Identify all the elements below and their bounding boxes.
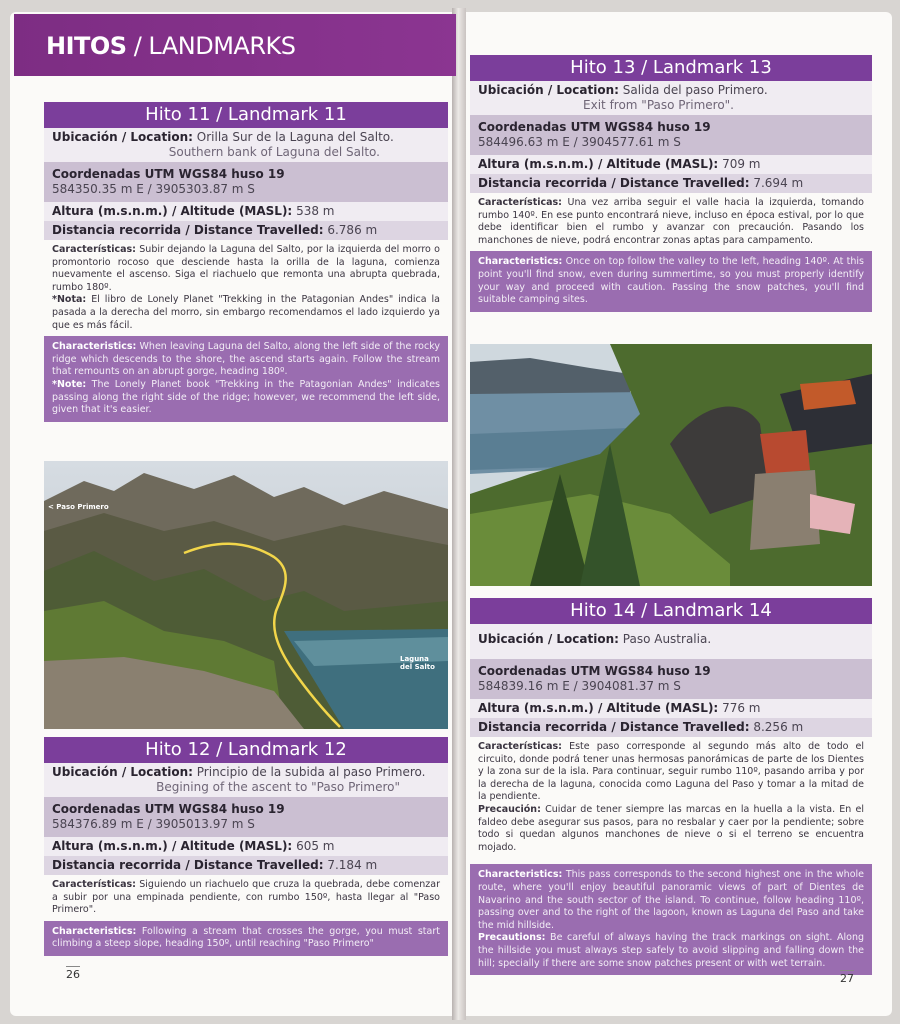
landmark-12-distance: Distancia recorrida / Distance Travelled: 7.184 m — [44, 856, 448, 875]
landmark-14-title: Hito 14 / Landmark 14 — [470, 598, 872, 624]
page-number-right: 27 — [840, 972, 854, 985]
header-bold: HITOS — [46, 32, 127, 60]
landmark-13-characteristics-es: Características: Una vez arriba seguir el valle hacia la izquierda, tomando rumbo 140º. En ese punto encontrará nieve, incluso en época estival, por lo que debe identificar bien el rumbo y avanzar con precaución. Pasando los manchones de nieve, podrá encontrar zonas aptas para campamento. — [470, 193, 872, 251]
landmark-13-characteristics-en: Characteristics: Once on top follow the valley to the left, heading 140º. At this point you'll find snow, even during summertime, so you must properly identify your way and proceed with caution. Passing the snow patches, you'll find suitable camping sites. — [470, 251, 872, 311]
landmark-12-title: Hito 12 / Landmark 12 — [44, 737, 448, 763]
landmark-11-coordinates: Coordenadas UTM WGS84 huso 19 584350.35 m E / 3905303.87 m S — [44, 162, 448, 202]
landmark-12-block — [44, 737, 448, 956]
landmark-14-characteristics-es: Características: Este paso corresponde al segundo más alto de todo el circuito, donde podrá tener unas hermosas panorámicas de parte de los Dientes y la zona sur de la isla. Para continuar, seguir rumbo 110º, pasando arriba y por la derecha de la laguna, conocida como Laguna del Paso y tomar a la mitad de la pendiente. Precaución: Cuidar de tener siempre las marcas en la huella a la vista. En el faldeo debe asegurar sus pasos, para no resbalar y caer por la pendiente; sobre todo si quedan algunos manchones de nieve o si el terreno se encuentra mojado. — [470, 737, 872, 858]
photo-laguna-del-salto — [44, 461, 448, 729]
landmark-14-distance: Distancia recorrida / Distance Travelled: 8.256 m — [470, 718, 872, 737]
landmark-11-characteristics-en: Characteristics: When leaving Laguna del Salto, along the left side of the rocky ridge which descends to the shore, the ascend starts again. Follow the stream that remounts on an abrupt gorge, heading 180º. *Note: The Lonely Planet book "Trekking in the Patagonian Andes" indicates passing along the right side of the ridge; however, we recommend the left side, given that it's easier. — [44, 336, 448, 422]
landmark-13-title: Hito 13 / Landmark 13 — [470, 55, 872, 81]
page-number-left: 26 — [66, 968, 80, 981]
landmark-13-coordinates: Coordenadas UTM WGS84 huso 19 584496.63 m E / 3904577.61 m S — [470, 115, 872, 155]
section-header — [14, 14, 456, 76]
landmark-13-altitude: Altura (m.s.n.m.) / Altitude (MASL): 709 m — [470, 155, 872, 174]
lake-and-backpacks-image — [470, 344, 872, 586]
label-laguna: Laguna — [400, 655, 429, 663]
landmark-12-altitude: Altura (m.s.n.m.) / Altitude (MASL): 605 m — [44, 837, 448, 856]
landmark-14-block — [470, 598, 872, 975]
landmark-12-coordinates: Coordenadas UTM WGS84 huso 19 584376.89 m E / 3905013.97 m S — [44, 797, 448, 837]
landmark-14-location: Ubicación / Location: Paso Australia. — [470, 624, 872, 659]
label-paso-primero: < Paso Primero — [48, 503, 109, 511]
landmark-13-distance: Distancia recorrida / Distance Travelled: 7.694 m — [470, 174, 872, 193]
landmark-11-distance: Distancia recorrida / Distance Travelled: 6.786 m — [44, 221, 448, 240]
landmark-12-location: Ubicación / Location: Principio de la subida al paso Primero. Begining of the ascent to "Paso Primero" — [44, 763, 448, 797]
landmark-13-block — [470, 55, 872, 312]
landmark-11-altitude: Altura (m.s.n.m.) / Altitude (MASL): 538 m — [44, 202, 448, 221]
landmark-12-characteristics-en: Characteristics: Following a stream that crosses the gorge, you must start climbing a steep slope, heading 150º, until reaching "Paso Primero" — [44, 921, 448, 956]
landmark-11-location: Ubicación / Location: Orilla Sur de la Laguna del Salto. Southern bank of Laguna del Salto. — [44, 128, 448, 162]
book-spine — [452, 8, 466, 1020]
landmark-14-altitude: Altura (m.s.n.m.) / Altitude (MASL): 776 m — [470, 699, 872, 718]
photo-backpacks-cairn — [470, 344, 872, 586]
landmark-12-characteristics-es: Características: Siguiendo un riachuelo que cruza la quebrada, debe comenzar a subir por una empinada pendiente, con rumbo 150º, hasta llegar al "Paso Primero". — [44, 875, 448, 921]
landmark-11-title: Hito 11 / Landmark 11 — [44, 102, 448, 128]
landmark-14-coordinates: Coordenadas UTM WGS84 huso 19 584839.16 m E / 3904081.37 m S — [470, 659, 872, 699]
landmark-11-block — [44, 102, 448, 422]
landmark-13-location: Ubicación / Location: Salida del paso Primero. Exit from "Paso Primero". — [470, 81, 872, 115]
label-del-salto: del Salto — [400, 663, 435, 671]
landmark-14-characteristics-en: Characteristics: This pass corresponds to the second highest one in the whole route, where you'll enjoy beautiful panoramic views of part of Dientes de Navarino and the south sector of the island. To continue, follow heading 110º, passing over and to the right of the lagoon, known as Laguna del Paso and take the mid hillside. Precautions: Be careful of always having the track markings on sight. Along the hillside you must always step safely to avoid slipping and falling down the hill; specially if there are some snow patches present or with wet terrain. — [470, 864, 872, 975]
mountain-landscape-image — [44, 461, 448, 729]
header-rest: / LANDMARKS — [126, 32, 296, 60]
landmark-11-characteristics-es: Características: Subir dejando la Laguna del Salto, por la izquierda del morro o promontorio rocoso que desciende hasta la orilla de la laguna, comienza nuevamente el ascenso. Siga el riachuelo que remonta una abrupta quebrada, rumbo 180º. *Nota: El libro de Lonely Planet "Trekking in the Patagonian Andes" indica la pasada a la derecha del morro, sin embargo recomendamos el lado izquierdo ya que es más fácil. — [44, 240, 448, 336]
